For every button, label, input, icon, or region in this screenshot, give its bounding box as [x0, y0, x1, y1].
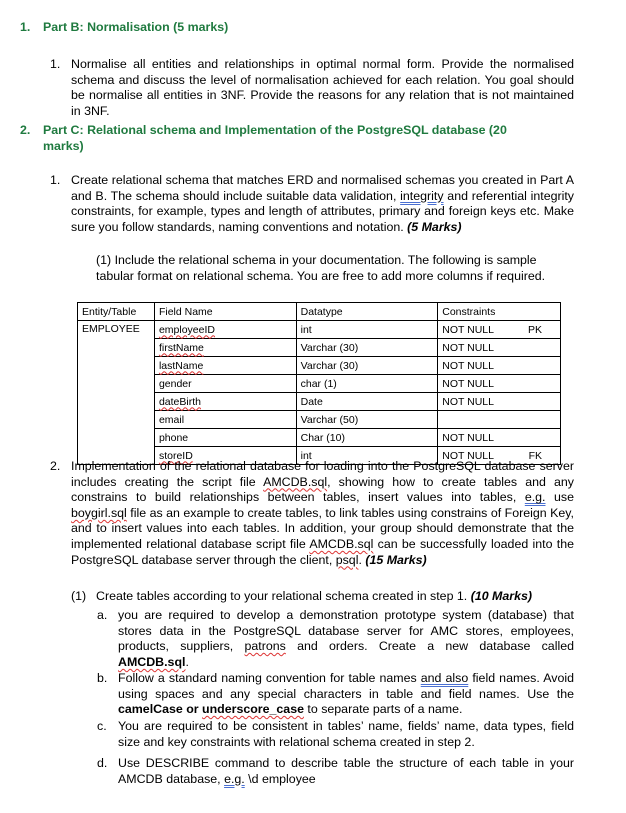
item-a-text: you are required to develop a demonstration prototype system (database) that stores data in the PostgreSQL database server for AMC stores, employees, products, suppliers, patrons and orders. Create a new database called AMCDB.sql.: [118, 608, 574, 669]
header-constraints: Constraints: [438, 303, 561, 321]
item2-marks: (15 Marks): [365, 552, 427, 567]
header-field: Field Name: [154, 303, 296, 321]
patrons-word: patrons: [244, 639, 286, 654]
partB-item1-number: 1.: [50, 57, 61, 71]
field-type: int: [296, 321, 438, 339]
partC-number: 2.: [20, 123, 31, 137]
field-constraint: NOT NULL: [438, 429, 561, 447]
amcdb-db-name: AMCDB.sql: [118, 654, 186, 669]
field-name: firstName: [158, 341, 204, 354]
partC-title-line1: Part C: Relational schema and Implementation of the PostgreSQL database (20: [43, 123, 507, 137]
partC-title-line2: marks): [43, 138, 84, 153]
field-type: Varchar (30): [296, 339, 438, 357]
item-b-text: Follow a standard naming convention for table names and also field names. Avoid using spaces and any special characters in table and field names. Use the camelCase or underscore_case to separate parts of a name.: [118, 671, 574, 717]
header-entity: Entity/Table: [78, 303, 155, 321]
field-constraint: NOT NULL: [438, 375, 561, 393]
field-type: char (1): [296, 375, 438, 393]
field-name: employeeID: [158, 323, 215, 336]
field-constraint: [438, 411, 561, 429]
item1-text-b: and referential integrity constraints, for example, types and length of attributes, primary and foreign keys etc. Make sure you follow standards, naming conventions and notation.: [71, 188, 574, 234]
item-a-label: a.: [97, 608, 108, 622]
step1-text: Create tables according to your relational schema created in step 1. (10 Marks): [96, 589, 532, 603]
partB-item1-text: Normalise all entities and relationships in optimal normal form. Provide the normalised schema and discuss the level of normalisation achieved for each relation. You goal should be normalise all entities in 3NF. Provide the reasons for any relation that is not maintained in 3NF.: [71, 57, 574, 118]
field-name: phone: [154, 429, 296, 447]
table-row: [78, 321, 561, 339]
step1-label: (1): [71, 589, 87, 603]
camelcase-term: camelCase or: [118, 702, 203, 717]
item-b-label: b.: [97, 671, 108, 685]
field-constraint: NOT NULL: [438, 339, 561, 357]
field-type: Char (10): [296, 429, 438, 447]
entity-cell: EMPLOYEE: [78, 321, 155, 465]
field-type: int: [296, 447, 438, 465]
partC-sub1-text: (1) Include the relational schema in your documentation. The following is sample tabular format on relational schema. You are free to add more columns if required.: [96, 253, 546, 283]
and-also: and also: [420, 671, 469, 685]
amcdb-filename: AMCDB.sql: [309, 536, 374, 551]
partC-item1-text: [71, 173, 574, 235]
item-d-text: Use DESCRIBE command to describe table the structure of each table in your AMCDB database, e.g. \d employee: [118, 756, 574, 786]
field-type: Varchar (30): [296, 357, 438, 375]
field-type: Varchar (50): [296, 411, 438, 429]
partC-item1-number: 1.: [50, 173, 61, 187]
table-header-row: [78, 303, 561, 321]
item1-integrity: integrity: [400, 188, 444, 203]
key-badge: FK: [528, 449, 542, 462]
item1-marks: (5 Marks): [407, 219, 462, 234]
step1-marks: (10 Marks): [470, 589, 532, 603]
item1-text-a: Create relational schema that matches ERD and normalised schemas you created in Part A and B. The schema should include suitable data validation,: [71, 173, 574, 203]
boygirl-filename: boygirl.sql: [71, 505, 127, 520]
relational-schema-table: [77, 302, 561, 465]
header-datatype: Datatype: [296, 303, 438, 321]
partB-number: 1.: [20, 20, 31, 34]
key-badge: PK: [527, 323, 542, 336]
item-d-label: d.: [97, 756, 108, 770]
field-constraint: NOT NULL: [438, 357, 561, 375]
field-name: email: [154, 411, 296, 429]
item-c-label: c.: [97, 719, 107, 733]
field-name: lastName: [158, 359, 204, 372]
field-constraint: NOT NULL FK: [438, 447, 561, 465]
partC-title: [43, 123, 573, 154]
field-constraint: NOT NULL: [438, 393, 561, 411]
eg-abbrev: e.g.: [524, 490, 546, 505]
partC-item2-text: Implementation of the relational database for loading into the PostgreSQL database server includes creating the script file AMCDB.sql, showing how to create tables and any constrains to build relationships between tables, insert values into tables, e.g. use boygirl.sql file as an example to create tables, to link tables using constrains of Foreign Key, and to insert values into each tables. In addition, your group should demonstrate that the implemented relational database script file AMCDB.sql can be successfully loaded into the PostgreSQL database server through the client, psql. (15 Marks): [71, 459, 574, 567]
underscore-term: underscore_case: [202, 702, 304, 717]
eg-abbrev: e.g.: [224, 771, 245, 786]
field-name: gender: [154, 375, 296, 393]
item-c-text: You are required to be consistent in tables’ name, fields’ name, data types, field size and key constraints with relational schema created in step 2.: [118, 719, 574, 749]
partC-item2-number: 2.: [50, 459, 61, 473]
field-name: storeID: [158, 449, 193, 462]
partB-title: Part B: Normalisation (5 marks): [43, 20, 229, 34]
field-constraint: NOT NULL PK: [438, 321, 561, 339]
psql-client: psql: [335, 552, 359, 567]
field-name: dateBirth: [158, 395, 201, 408]
field-type: Date: [296, 393, 438, 411]
amcdb-filename: AMCDB.sql: [263, 474, 328, 489]
